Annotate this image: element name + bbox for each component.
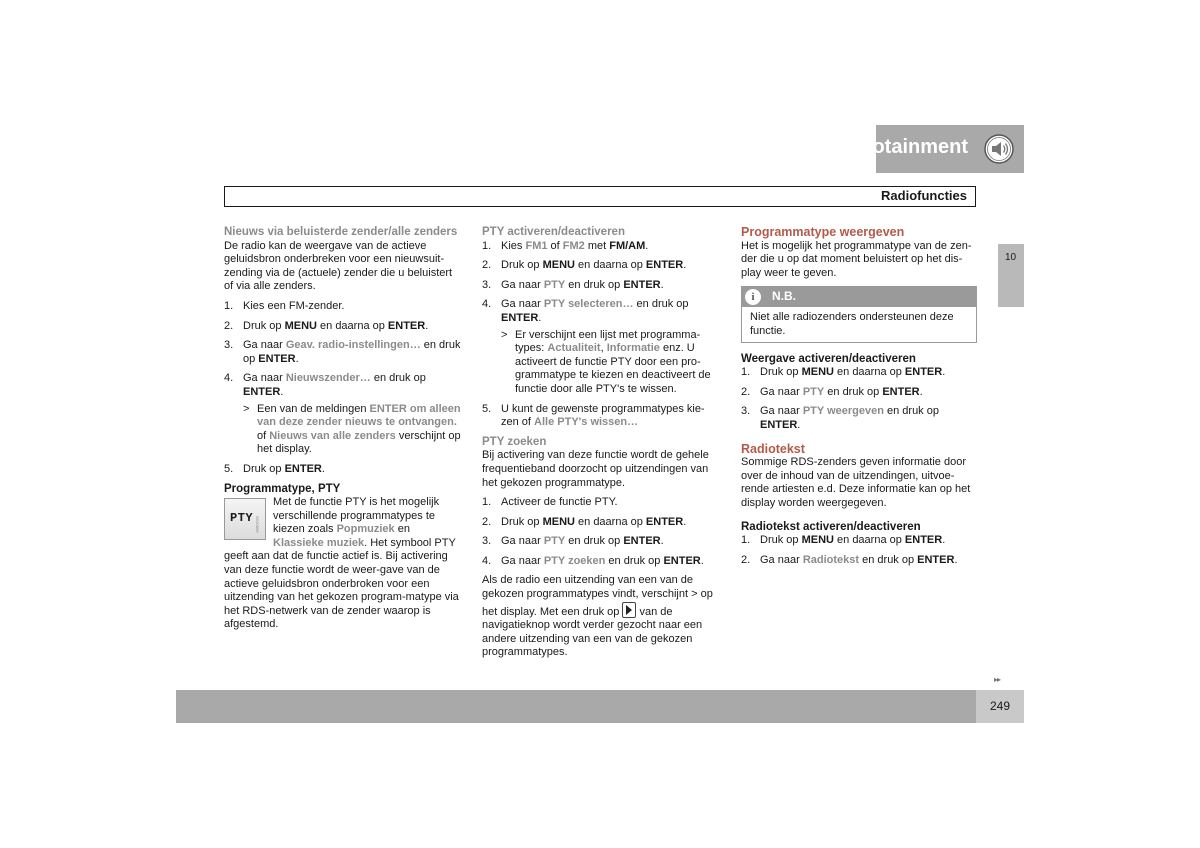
page-number-box [976,690,1024,723]
list-item: 1. Kies een FM-zender. [224,299,345,312]
pty-activate-steps [482,240,722,430]
heading-news: Nieuws via beluisterde zender/alle zenders [224,226,458,238]
heading-pty: Programmatype, PTY [224,482,341,495]
display-toggle-steps [741,366,977,432]
step-result: > Er verschijnt een lijst met programma-types: Actualiteit, Informatie enz. U activeert de functie PTY door een pro-grammatype te kiezen en deactiveert de functie door alle PTY's te wissen. [501,328,711,395]
pty-search-intro: Bij activering van deze functie wordt de gehele frequentieband doorzocht op uitzendingen van het gekozen programmatype. [482,449,709,489]
radiotext-steps [741,534,977,567]
list-item: 3. Ga naar PTY weergeven en druk op ENTER. [741,405,939,431]
news-steps [224,300,462,477]
heading-display-toggle: Weergave activeren/deactiveren [741,352,916,365]
footer-bar [176,690,1024,723]
list-item: 1. Druk op MENU en daarna op ENTER. [741,366,946,379]
list-item: 3. Ga naar Geav. radio-instellingen… en druk op ENTER. [224,339,461,365]
list-item: 2. Druk op MENU en daarna op ENTER. [224,319,429,332]
continue-marker: ▸▸ [994,675,1001,684]
note-title: N.B. [772,289,796,304]
list-item: 1. Kies FM1 of FM2 met FM/AM. [482,239,649,252]
heading-show-program-type: Programmatype weergeven [741,225,905,239]
section-title: Radiofuncties [881,188,967,203]
step-result: > Een van de meldingen ENTER om alleen van deze zender nieuws te ontvangen. of Nieuws van alle zenders verschijnt op het display. [243,402,461,456]
column-display [741,226,977,573]
speaker-icon [984,134,1014,164]
side-tab-label: 10 [1005,252,1017,263]
note-header [742,287,976,307]
list-item: 1. Druk op MENU en daarna op ENTER. [741,534,946,547]
list-item: 5. U kunt de gewenste programmatypes kie-zen of Alle PTY's wissen… [482,402,705,429]
chapter-side-tab [998,244,1024,307]
list-item: 2. Ga naar PTY en druk op ENTER. [741,385,923,398]
note-box [741,286,977,342]
heading-pty-activate: PTY activeren/deactiveren [482,226,625,238]
heading-radiotext-toggle: Radiotekst activeren/deactiveren [741,520,921,533]
pty-description: Met de functie PTY is het mogelijk verschillende programmatypes te kiezen zoals Popmuziek en Klassieke muziek. Het symbool PTY geeft aan dat de functie actief is. Bij activering van deze functie wordt de weer-gave van de actieve geluidsbron onderbroken voor een uitzending van het gekozen program-matype via het RDS-netwerk van de zender waarop is afgestemd. [224,496,459,631]
list-item: 2. Druk op MENU en daarna op ENTER. [482,515,687,528]
pty-symbol-label: PTY [230,511,254,526]
note-text: Niet alle radiozenders ondersteunen deze functie. [750,311,954,337]
chapter-title: 10 Infotainment [820,136,968,158]
section-header [224,186,976,207]
list-item: 5. Druk op ENTER. [224,462,325,475]
list-item: 1. Activeer de functie PTY. [482,496,618,509]
info-icon: i [745,289,761,305]
list-item: 3. Ga naar PTY en druk op ENTER. [482,535,664,548]
column-news [224,226,462,632]
pty-search-steps [482,496,722,568]
pty-symbol-code: G020896 [255,516,260,533]
page-number: 249 [989,699,1011,713]
list-item: 2. Druk op MENU en daarna op ENTER. [482,259,687,272]
list-item: 4. Ga naar PTY selecteren… en druk op ENTER. > Er verschijnt een lijst met programma-types: Actualiteit, Informatie enz. U activeert de functie PTY door een pro-grammatype te kiezen en deactiveert de functie door alle PTY's te wissen. [482,298,722,396]
pty-symbol [224,498,266,540]
list-item: 4. Ga naar Nieuwszender… en druk op ENTER. > Een van de meldingen ENTER om alleen van deze zender nieuws te ontvangen. of Nieuws van alle zenders verschijnt op het display. [224,372,461,456]
list-item: 2. Ga naar Radiotekst en druk op ENTER. [741,553,958,566]
heading-pty-search: PTY zoeken [482,435,547,448]
list-item: 4. Ga naar PTY zoeken en druk op ENTER. [482,554,704,567]
news-intro: De radio kan de weergave van de actieve geluidsbron onderbreken voor een nieuwsuit-zending via de (actuele) zender die u beluistert of via alle zenders. [224,239,453,293]
column-pty [482,226,722,660]
radiotext-intro: Sommige RDS-zenders geven informatie door over de inhoud van de uitzendingen, uitvoe-rende artiesten e.d. Deze informatie kan op het display worden weergegeven. [741,456,971,509]
play-button-icon [622,602,636,618]
pty-search-outro: Als de radio een uitzending van een van de gekozen programmatypes vindt, verschijnt > op het display. Met een druk op van de navigatieknop wordt verder gezocht naar een andere uitzending van een van de gekozen programmatypes. [482,574,713,659]
heading-radiotext: Radiotekst [741,441,805,456]
list-item: 3. Ga naar PTY en druk op ENTER. [482,278,664,291]
show-program-type-intro: Het is mogelijk het programmatype van de zen-der die u op dat moment beluistert op het dis-play weer te geven. [741,239,972,279]
